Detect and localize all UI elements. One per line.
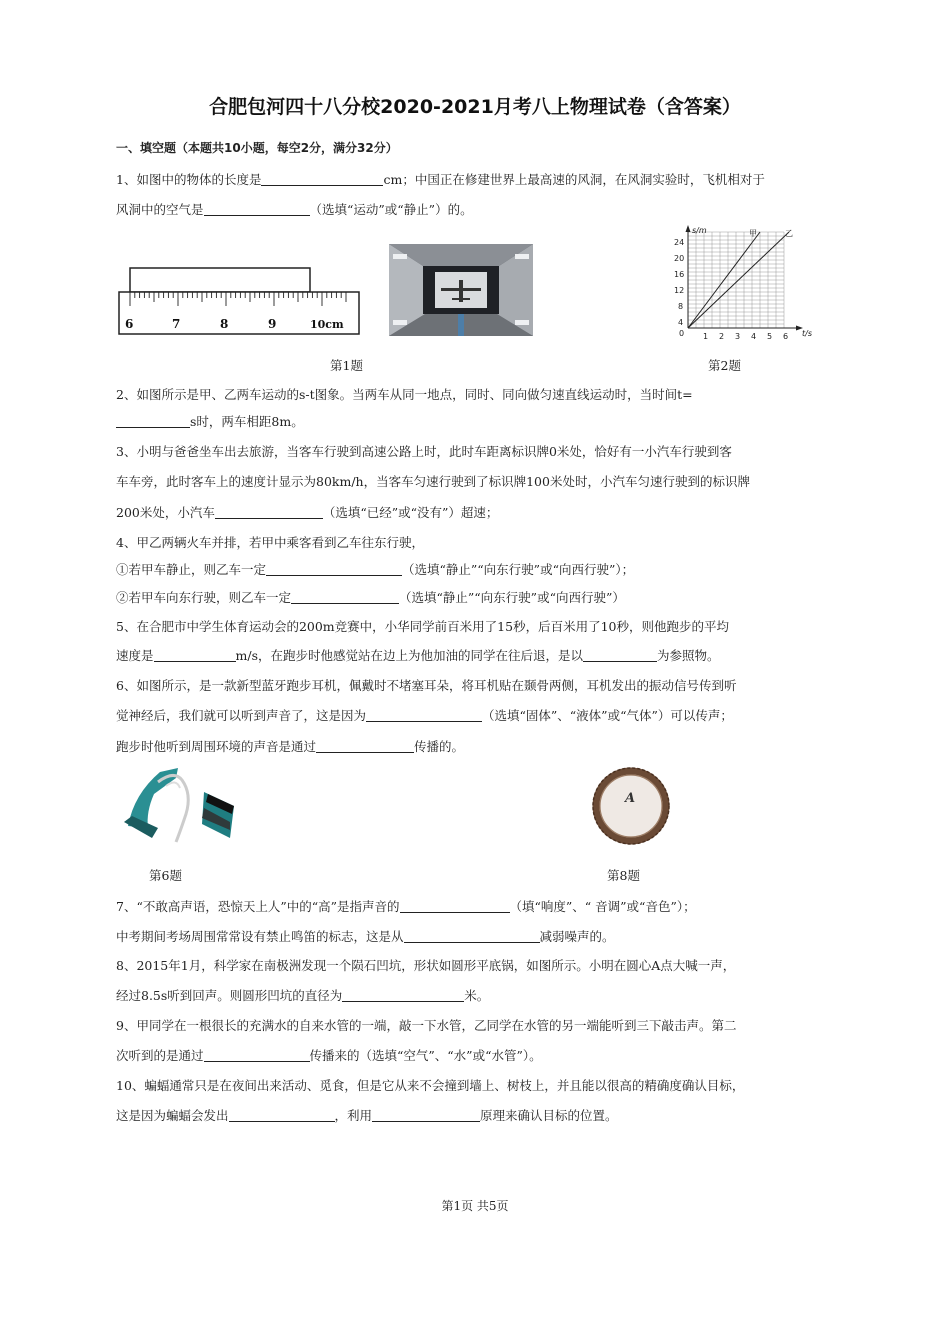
question-2-line-1: 2、如图所示是甲、乙两车运动的s-t图象。当两车从同一地点，同时、同向做匀速直线运动时，当时间t= xyxy=(116,387,693,402)
graph-y-label: s/m xyxy=(692,226,707,235)
question-6-line-3 xyxy=(116,737,464,755)
headphone-image xyxy=(118,764,238,844)
question-8-line-2 xyxy=(116,986,489,1004)
q7-text-c: 中考期间考场周围常常设有禁止鸣笛的标志，这是从 xyxy=(116,929,404,944)
question-3-line-1: 3、小明与爸爸坐车出去旅游，当客车行驶到高速公路上时，此时车距离标识牌0米处，恰好有一小汽车行驶到客 xyxy=(116,444,732,459)
x-tick-5: 5 xyxy=(767,332,773,341)
q5-blank-2[interactable] xyxy=(583,647,657,662)
q4-text-b: ①若甲车静止，则乙车一定 xyxy=(116,562,267,577)
ruler-label-9: 9 xyxy=(268,317,277,331)
question-1-line-1 xyxy=(116,170,765,188)
y-tick-12: 12 xyxy=(674,286,685,295)
question-4-line-3 xyxy=(116,588,625,606)
x-tick-4: 4 xyxy=(751,332,757,341)
x-tick-2: 2 xyxy=(719,332,725,341)
question-4-line-1: 4、甲乙两辆火车并排，若甲中乘客看到乙车往东行驶， xyxy=(116,535,424,550)
y-tick-24: 24 xyxy=(674,238,685,247)
question-7-line-2 xyxy=(116,927,615,945)
q5-text-b: 速度是 xyxy=(116,648,154,663)
question-3-line-2: 车车旁，此时客车上的速度计显示为80km/h，当客车匀速行驶到了标识牌100米处时，小汽车匀速行驶到的标识牌 xyxy=(116,474,750,489)
crater-image xyxy=(590,766,672,846)
q1-blank-2[interactable] xyxy=(204,201,310,216)
question-5-line-2 xyxy=(116,646,720,664)
caption-fig6: 第6题 xyxy=(149,868,182,883)
q6-text-e: 传播的。 xyxy=(414,739,465,754)
y-tick-8: 8 xyxy=(678,302,684,311)
q4-blank-2[interactable] xyxy=(291,589,399,604)
q6-text-b: 觉神经后，我们就可以听到声音了，这是因为 xyxy=(116,708,367,723)
q8-text-b: 经过8.5s听到回声。则圆形凹坑的直径为 xyxy=(116,988,343,1003)
q8-blank[interactable] xyxy=(342,987,464,1002)
wind-tunnel-photo xyxy=(389,244,533,336)
q10-text-b: 这是因为蝙蝠会发出 xyxy=(116,1108,229,1123)
q3-blank[interactable] xyxy=(215,504,323,519)
q1-text-d: （选填“运动”或“静止”）的。 xyxy=(309,202,473,217)
ruler-label-6: 6 xyxy=(125,317,134,331)
q10-blank-2[interactable] xyxy=(372,1107,480,1122)
question-7-line-1 xyxy=(116,897,696,915)
x-tick-3: 3 xyxy=(735,332,741,341)
y-tick-20: 20 xyxy=(674,254,685,263)
graph-label-yi: 乙 xyxy=(785,229,793,238)
crater-point-a: A xyxy=(625,791,636,806)
question-5-line-1: 5、在合肥市中学生体育运动会的200m竞赛中，小华同学前百米用了15秒，后百米用了10秒，则他跑步的平均 xyxy=(116,619,729,634)
q5-text-d: 为参照物。 xyxy=(657,648,720,663)
st-graph xyxy=(670,224,820,346)
section-heading: 一、填空题（本题共10小题，每空2分，满分32分） xyxy=(116,141,398,155)
caption-fig8: 第8题 xyxy=(607,868,640,883)
page-footer: 第1页 共5页 xyxy=(441,1199,509,1213)
q10-text-d: 原理来确认目标的位置。 xyxy=(480,1108,618,1123)
y-tick-4: 4 xyxy=(678,318,684,327)
question-3-line-3 xyxy=(116,503,498,521)
q4-blank-1[interactable] xyxy=(266,561,402,576)
origin-label: 0 xyxy=(679,329,685,338)
q6-text-c: （选填“固体”、“液体”或“气体”）可以传声； xyxy=(482,708,733,723)
q5-blank-1[interactable] xyxy=(154,647,236,662)
q3-text-c: 200米处，小汽车 xyxy=(116,505,215,520)
q6-blank-2[interactable] xyxy=(316,738,414,753)
x-tick-6: 6 xyxy=(783,332,789,341)
q7-text-b: （填“响度”、“ 音调”或“音色”）； xyxy=(509,899,696,914)
q1-text-a: 1、如图中的物体的长度是 xyxy=(116,172,262,187)
q7-blank-2[interactable] xyxy=(404,928,540,943)
x-tick-1: 1 xyxy=(703,332,709,341)
question-9-line-1: 9、甲同学在一根很长的充满水的自来水管的一端，敲一下水管，乙同学在水管的另一端能听到三下敲击声。第二 xyxy=(116,1018,737,1033)
ruler-label-10cm: 10cm xyxy=(310,318,344,331)
q9-text-b: 次听到的是通过 xyxy=(116,1048,204,1063)
ruler-label-8: 8 xyxy=(220,317,229,331)
q10-text-c: ，利用 xyxy=(334,1108,373,1123)
q1-text-c: 风洞中的空气是 xyxy=(116,202,204,217)
caption-fig2: 第2题 xyxy=(708,358,741,373)
q4-text-c: （选填“静止”“向东行驶”或“向西行驶”）； xyxy=(402,562,635,577)
caption-fig1: 第1题 xyxy=(330,358,363,373)
q8-text-c: 米。 xyxy=(464,988,490,1003)
question-8-line-1: 8、2015年1月，科学家在南极洲发现一个陨石凹坑，形状如圆形平底锅，如图所示。小明在圆心A点大喊一声， xyxy=(116,958,736,973)
q10-blank-1[interactable] xyxy=(229,1107,335,1122)
q4-text-d: ②若甲车向东行驶，则乙车一定 xyxy=(116,590,292,605)
question-6-line-1: 6、如图所示，是一款新型蓝牙跑步耳机，佩戴时不堵塞耳朵，将耳机贴在颞骨两侧，耳机发出的振动信号传到听 xyxy=(116,678,737,693)
q7-blank-1[interactable] xyxy=(400,898,510,913)
question-4-line-2 xyxy=(116,560,634,578)
ruler-figure xyxy=(114,264,364,338)
q9-blank[interactable] xyxy=(204,1047,310,1062)
question-10-line-1: 10、蝙蝠通常只是在夜间出来活动、觅食，但是它从来不会撞到墙上、树枝上，并且能以很高的精确度确认目标， xyxy=(116,1078,745,1093)
q2-blank[interactable] xyxy=(116,413,190,428)
question-9-line-2 xyxy=(116,1046,542,1064)
graph-label-jia: 甲 xyxy=(749,229,757,238)
q1-text-b: cm；中国正在修建世界上最高速的风洞，在风洞实验时，飞机相对于 xyxy=(383,172,765,187)
q5-text-c: m/s，在跑步时他感觉站在边上为他加油的同学在往后退，是以 xyxy=(235,648,583,663)
q6-blank-1[interactable] xyxy=(366,707,482,722)
q1-blank-1[interactable] xyxy=(261,171,383,186)
q9-text-c: 传播来的（选填“空气”、“水”或“水管”）。 xyxy=(309,1048,542,1063)
question-6-line-2 xyxy=(116,706,733,724)
question-2-line-2 xyxy=(116,412,304,430)
q7-text-d: 减弱噪声的。 xyxy=(539,929,615,944)
q7-text-a: 7、“不敢高声语，恐惊天上人”中的“高”是指声音的 xyxy=(116,899,400,914)
q4-text-e: （选填“静止”“向东行驶”或“向西行驶”） xyxy=(399,590,625,605)
y-tick-16: 16 xyxy=(674,270,685,279)
ruler-label-7: 7 xyxy=(172,317,181,331)
q2-text-b: s时，两车相距8m。 xyxy=(190,414,304,429)
q6-text-d: 跑步时他听到周围环境的声音是通过 xyxy=(116,739,317,754)
page-title: 合肥包河四十八分校2020-2021月考八上物理试卷（含答案） xyxy=(209,96,741,118)
q3-text-d: （选填“已经”或“没有”）超速； xyxy=(322,505,499,520)
measured-object xyxy=(130,268,310,292)
graph-x-label: t/s xyxy=(802,329,812,338)
question-10-line-2 xyxy=(116,1106,618,1124)
question-1-line-2 xyxy=(116,200,473,218)
